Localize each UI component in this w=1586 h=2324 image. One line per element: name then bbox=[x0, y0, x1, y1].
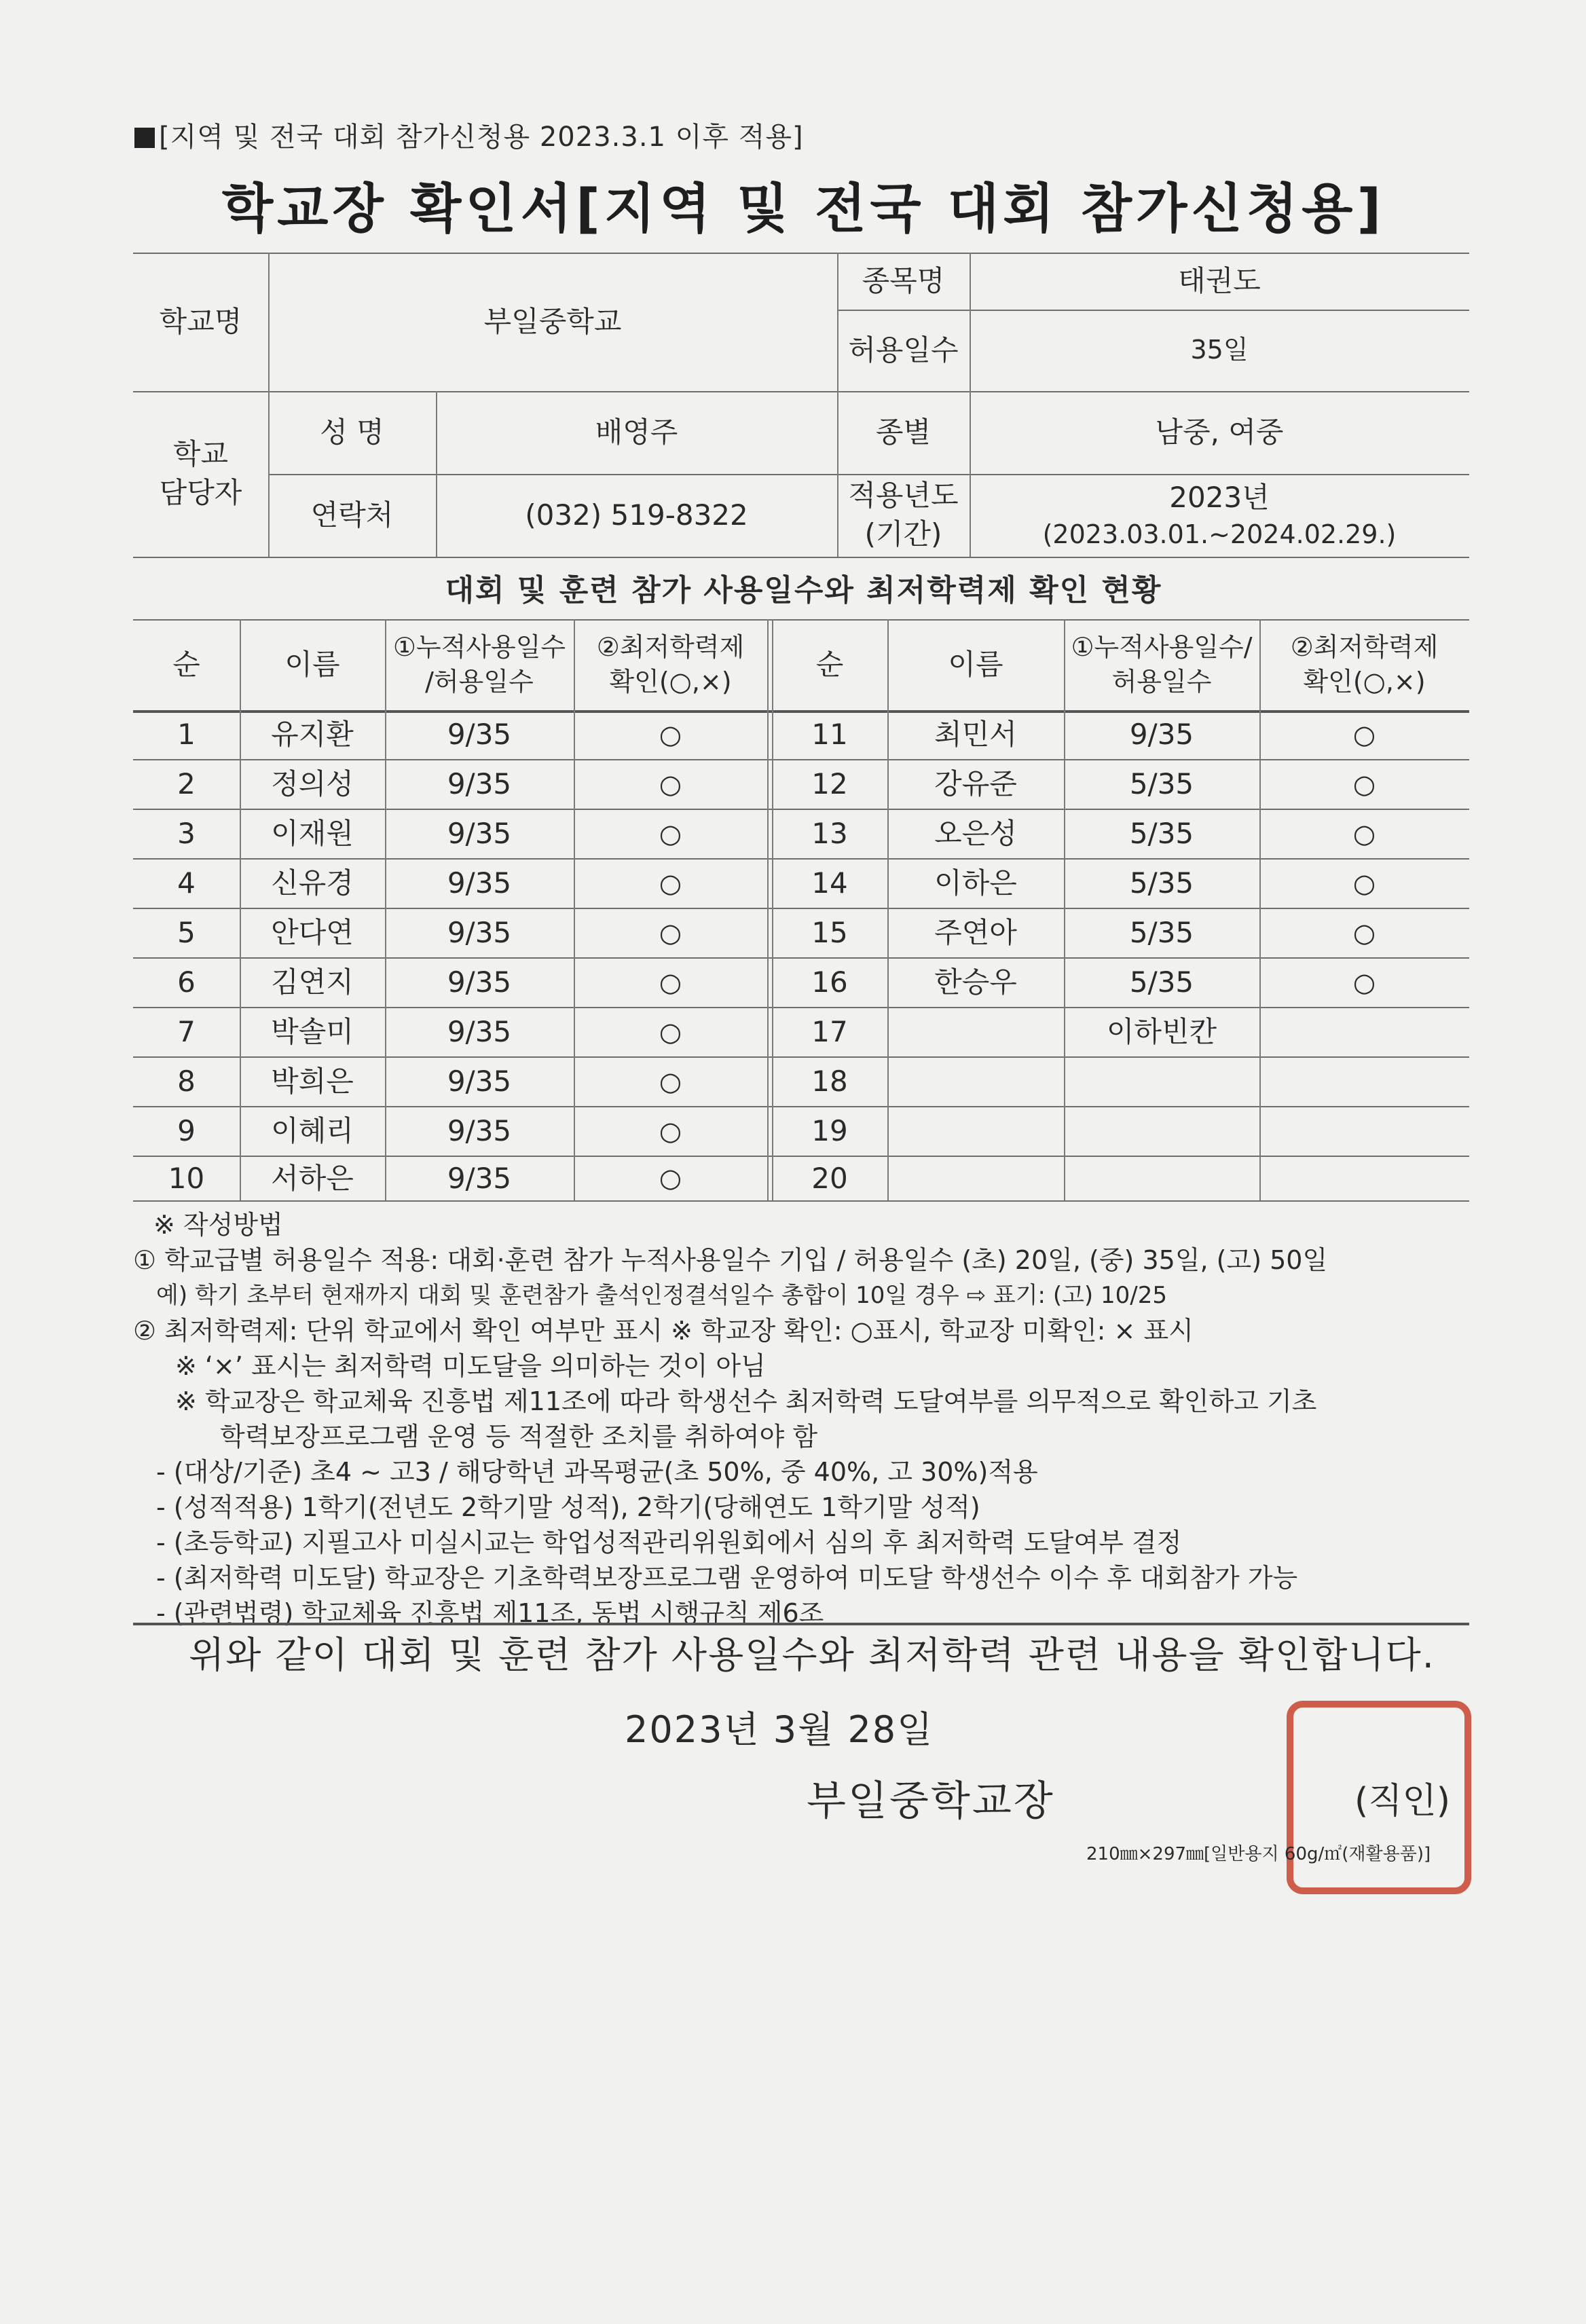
cell-name: 이하은 bbox=[934, 866, 1017, 900]
cell-days: 9/35 bbox=[447, 1065, 512, 1099]
sport-label: 종목명 bbox=[862, 263, 945, 297]
cell-name: 강유준 bbox=[934, 767, 1017, 801]
cell-days: 9/35 bbox=[447, 1114, 512, 1148]
cell-check: ○ bbox=[1352, 917, 1376, 948]
cell-days: 9/35 bbox=[447, 1161, 512, 1195]
confirmation-statement: 위와 같이 대회 및 훈련 참가 사용일수와 최저학력 관련 내용을 확인합니다. bbox=[189, 1634, 1435, 1676]
contact-value: (032) 519-8322 bbox=[525, 498, 748, 532]
cell-days: 9/35 bbox=[447, 965, 512, 999]
notes-heading: ※ 작성방법 bbox=[153, 1210, 283, 1240]
seal-note: (직인) bbox=[1354, 1781, 1451, 1822]
cell-check: ○ bbox=[659, 818, 682, 849]
cell-name: 신유경 bbox=[271, 866, 354, 900]
cell-no: 3 bbox=[177, 817, 196, 851]
cell-days: 9/35 bbox=[1129, 718, 1194, 752]
cell-days: 5/35 bbox=[1129, 866, 1194, 900]
cell-no: 12 bbox=[811, 767, 848, 801]
cell-check: ○ bbox=[659, 868, 682, 898]
cell-check: ○ bbox=[1352, 868, 1376, 898]
cell-name bbox=[887, 1057, 1064, 1107]
col-name-header: 이름 bbox=[284, 647, 340, 681]
cell-check: ○ bbox=[659, 719, 682, 750]
cell-name: 유지환 bbox=[271, 718, 354, 752]
cell-name: 이혜리 bbox=[271, 1114, 354, 1148]
staff-label: 학교 담당자 bbox=[159, 437, 242, 509]
cell-days bbox=[1064, 1057, 1259, 1107]
cell-name: 한승우 bbox=[934, 965, 1017, 999]
note-4b: 학력보장프로그램 운영 등 적절한 조치를 취하여야 함 bbox=[220, 1422, 818, 1452]
cell-name: 최민서 bbox=[934, 718, 1017, 752]
square-bullet-icon bbox=[134, 128, 155, 148]
cell-no: 6 bbox=[177, 965, 196, 999]
detail-3: - (초등학교) 지필고사 미실시교는 학업성적관리위원회에서 심의 후 최저학력 도달여부 결정 bbox=[156, 1528, 1182, 1557]
cell-check: ○ bbox=[659, 917, 682, 948]
rule bbox=[767, 619, 769, 1200]
detail-4: - (최저학력 미도달) 학교장은 기초학력보장프로그램 운영하여 미도달 학생선수 이수 후 대회참가 가능 bbox=[156, 1563, 1298, 1593]
document-title: 학교장 확인서[지역 및 전국 대회 참가신청용] bbox=[221, 179, 1386, 240]
cell-check bbox=[1259, 1057, 1469, 1107]
note-3: ※ ‘×’ 표시는 최저학력 미도달을 의미하는 것이 아님 bbox=[175, 1351, 766, 1381]
allowed-days-label: 허용일수 bbox=[848, 333, 959, 367]
cell-no: 8 bbox=[177, 1065, 196, 1099]
cell-check: ○ bbox=[1352, 769, 1376, 799]
cell-check: ○ bbox=[659, 1016, 682, 1047]
cell-no: 14 bbox=[811, 866, 848, 900]
sport-value: 태권도 bbox=[1178, 263, 1261, 297]
col-name-header-right: 이름 bbox=[948, 647, 1003, 681]
cell-check: ○ bbox=[1352, 818, 1376, 849]
cell-name bbox=[887, 1107, 1064, 1156]
cell-name: 이재원 bbox=[271, 817, 354, 851]
cell-no: 16 bbox=[811, 965, 848, 999]
detail-5: - (관련법령) 학교체육 진흥법 제11조, 동법 시행규칙 제6조 bbox=[156, 1598, 824, 1628]
col-check-header-right: ②최저학력제 확인(○,×) bbox=[1290, 631, 1439, 697]
cell-no: 19 bbox=[811, 1114, 848, 1148]
cell-no: 1 bbox=[177, 718, 196, 752]
cell-no: 2 bbox=[177, 767, 196, 801]
writing-instructions bbox=[133, 1207, 1491, 1631]
cell-days: 이하빈칸 bbox=[1106, 1015, 1217, 1049]
cell-check bbox=[1259, 1008, 1469, 1057]
detail-1: - (대상/기준) 초4 ~ 고3 / 해당학년 과목평균(초 50%, 중 40%, 고 30%)적용 bbox=[156, 1457, 1038, 1487]
cell-check: ○ bbox=[1352, 967, 1376, 997]
cell-no: 17 bbox=[811, 1015, 848, 1049]
cell-days: 9/35 bbox=[447, 866, 512, 900]
cell-no: 7 bbox=[177, 1015, 196, 1049]
cell-name bbox=[887, 1008, 1064, 1057]
rule bbox=[133, 1623, 1469, 1625]
cell-days: 9/35 bbox=[447, 718, 512, 752]
section-title: 대회 및 훈련 참가 사용일수와 최저학력제 확인 현황 bbox=[445, 573, 1162, 608]
principal-title: 부일중학교장 bbox=[807, 1777, 1055, 1825]
col-days-header-right: ①누적사용일수/ 허용일수 bbox=[1071, 631, 1253, 697]
school-name-value: 부일중학교 bbox=[483, 304, 622, 338]
year-label: 적용년도 (기간) bbox=[848, 479, 959, 551]
issue-date: 2023년 3월 28일 bbox=[625, 1708, 934, 1751]
gender-value: 남중, 여중 bbox=[1155, 415, 1284, 449]
cell-check: ○ bbox=[1352, 719, 1376, 750]
cell-name: 박희은 bbox=[271, 1065, 354, 1099]
cell-name: 안다연 bbox=[271, 916, 354, 950]
gender-label: 종별 bbox=[875, 415, 932, 449]
col-no-header: 순 bbox=[172, 647, 200, 681]
cell-days: 5/35 bbox=[1129, 916, 1194, 950]
school-name-label: 학교명 bbox=[159, 304, 242, 338]
note-4: ※ 학교장은 학교체육 진흥법 제11조에 따라 학생선수 최저학력 도달여부를 의무적으로 확인하고 기초 bbox=[175, 1386, 1317, 1416]
contact-label: 연락처 bbox=[310, 498, 394, 532]
cell-days: 9/35 bbox=[447, 817, 512, 851]
cell-name: 박솔미 bbox=[271, 1015, 354, 1049]
cell-name: 김연지 bbox=[271, 965, 354, 999]
cell-days: 9/35 bbox=[447, 767, 512, 801]
detail-2: - (성적적용) 1학기(전년도 2학기말 성적), 2학기(당해연도 1학기말 성적) bbox=[156, 1492, 980, 1522]
cell-name: 서하은 bbox=[271, 1161, 354, 1195]
cell-check: ○ bbox=[659, 769, 682, 799]
year-value: 2023년 (2023.03.01.~2024.02.29.) bbox=[1042, 481, 1397, 549]
cell-check bbox=[1259, 1107, 1469, 1156]
cell-no: 18 bbox=[811, 1065, 848, 1099]
name-value: 배영주 bbox=[595, 415, 678, 449]
col-check-header: ②최저학력제 확인(○,×) bbox=[596, 631, 745, 697]
top-note: [지역 및 전국 대회 참가신청용 2023.3.1 이후 적용] bbox=[134, 115, 804, 154]
cell-days bbox=[1064, 1156, 1259, 1201]
cell-name bbox=[887, 1156, 1064, 1201]
cell-no: 20 bbox=[811, 1161, 848, 1195]
cell-name: 오은성 bbox=[934, 817, 1017, 851]
cell-check: ○ bbox=[659, 1066, 682, 1096]
cell-days: 9/35 bbox=[447, 1015, 512, 1049]
cell-days: 5/35 bbox=[1129, 817, 1194, 851]
allowed-days-value: 35일 bbox=[1190, 335, 1249, 365]
cell-no: 9 bbox=[177, 1114, 196, 1148]
cell-no: 11 bbox=[811, 718, 848, 752]
name-label: 성 명 bbox=[320, 415, 384, 449]
cell-check bbox=[1259, 1156, 1469, 1201]
note-1-example: 예) 학기 초부터 현재까지 대회 및 훈련참가 출석인정결석일수 총합이 10일 경우 ⇨ 표기: (고) 10/25 bbox=[156, 1282, 1167, 1309]
cell-name: 정의성 bbox=[271, 767, 354, 801]
paper-spec: 210㎜×297㎜[일반용지 60g/㎡(재활용품)] bbox=[1086, 1844, 1431, 1864]
cell-days: 5/35 bbox=[1129, 767, 1194, 801]
cell-days: 9/35 bbox=[447, 916, 512, 950]
col-no-header-right: 순 bbox=[815, 647, 844, 681]
cell-no: 5 bbox=[177, 916, 196, 950]
cell-check: ○ bbox=[659, 1115, 682, 1146]
note-1: ① 학교급별 허용일수 적용: 대회·훈련 참가 누적사용일수 기입 / 허용일수 (초) 20일, (중) 35일, (고) 50일 bbox=[133, 1245, 1328, 1275]
cell-no: 15 bbox=[811, 916, 848, 950]
cell-name: 주연아 bbox=[934, 916, 1017, 950]
cell-days: 5/35 bbox=[1129, 965, 1194, 999]
cell-no: 10 bbox=[168, 1161, 205, 1195]
col-days-header: ①누적사용일수 /허용일수 bbox=[392, 631, 566, 697]
note-2: ② 최저학력제: 단위 학교에서 확인 여부만 표시 ※ 학교장 확인: ○표시, 학교장 미확인: × 표시 bbox=[133, 1316, 1194, 1346]
cell-check: ○ bbox=[659, 1163, 682, 1194]
cell-days bbox=[1064, 1107, 1259, 1156]
cell-no: 4 bbox=[177, 866, 196, 900]
cell-check: ○ bbox=[659, 967, 682, 997]
cell-no: 13 bbox=[811, 817, 848, 851]
